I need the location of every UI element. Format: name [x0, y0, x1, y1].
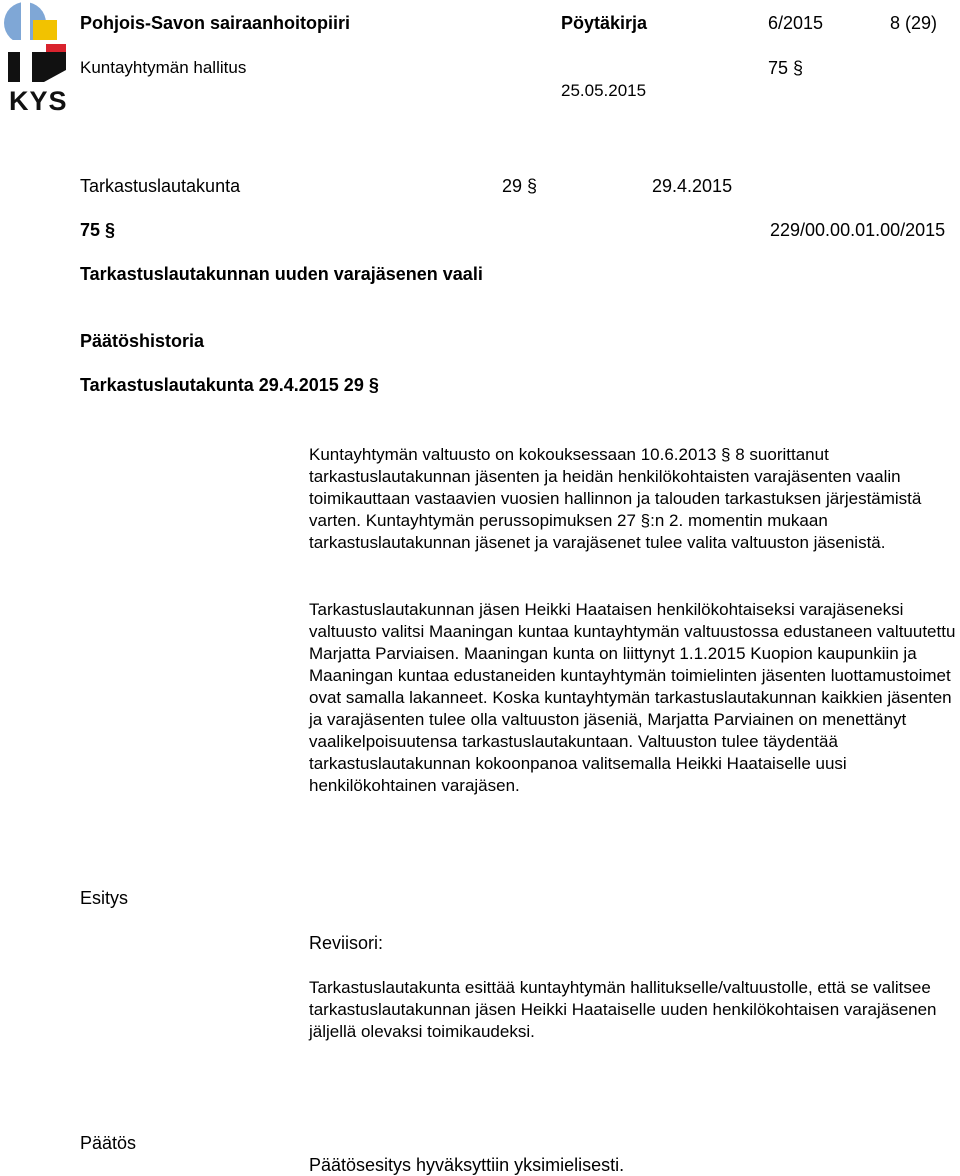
document-number: 6/2015 — [768, 13, 824, 33]
logo-text: KYS — [9, 86, 68, 116]
ref-body: Tarkastuslautakunta — [80, 176, 241, 196]
governing-body: Kuntayhtymän hallitus — [80, 58, 247, 77]
header-section: 75 § — [768, 58, 804, 78]
history-sub: Tarkastuslautakunta 29.4.2015 29 § — [80, 375, 379, 395]
page-number: 8 (29) — [890, 13, 938, 33]
meeting-date: 25.05.2015 — [561, 81, 647, 100]
paragraph-text: Tarkastuslautakunnan jäsen Heikki Haataisen henkilökohtaiseksi varajäseneksi valtuusto valitsi Maaningan kuntaa kuntayhtymän valtuustossa edustaneen valtuutettu Marjatta Parviaisen. Maaningan kunta on liittynyt 1.1.2015 Kuopion kaupunkiin ja Maaningan kuntaa edustaneiden kuntayhtymän toimielinten jäsenten luottamustoimet ovat samalla lakanneet. Koska kuntayhtymän tarkastuslautakunnan kaikkien jäsenten ja varajäsenten tulee olla valtuuston jäseniä, Marjatta Parviainen on menettänyt vaalikelpoisuutensa tarkastuslautakuntaan. Valtuuston tulee täydentää tarkastuslautakunnan kokoonpanoa valitsemalla Heikki Haataiselle uusi henkilökohtainen varajäsen. — [309, 600, 956, 795]
item-title: Tarkastuslautakunnan uuden varajäsenen vaali — [80, 264, 483, 284]
decision-label: Päätös — [80, 1133, 137, 1153]
proposal-text — [309, 977, 957, 1043]
proposal-paragraph: Tarkastuslautakunta esittää kuntayhtymän hallitukselle/valtuustolle, että se valitsee tarkastuslautakunnan jäsen Heikki Haataiselle uuden henkilökohtaisen varajäsenen jäljellä olevaksi toimikaudeksi. — [309, 978, 937, 1041]
reviser-label: Reviisori: — [309, 933, 384, 953]
body-paragraph-1 — [309, 444, 957, 554]
kys-logo — [0, 0, 72, 118]
item-section: 75 § — [80, 220, 116, 240]
kys-logo-mark — [0, 0, 72, 86]
ref-section: 29 § — [502, 176, 538, 196]
organization-name: Pohjois-Savon sairaanhoitopiiri — [80, 13, 351, 33]
proposal-label: Esitys — [80, 888, 129, 908]
ref-date: 29.4.2015 — [652, 176, 733, 196]
document-type: Pöytäkirja — [561, 13, 648, 33]
record-number: 229/00.00.01.00/2015 — [770, 220, 946, 240]
decision-text: Päätösesitys hyväksyttiin yksimielisesti. — [309, 1155, 625, 1175]
history-heading: Päätöshistoria — [80, 331, 205, 351]
body-paragraph-2 — [309, 599, 957, 797]
paragraph-text: Kuntayhtymän valtuusto on kokouksessaan 10.6.2013 § 8 suorittanut tarkastuslautakunnan jäsenten ja heidän henkilökohtaisten varajäsenten vaalin toimikauttaan vastaavien vuosien hallinnon ja talouden tarkastuksen järjestämistä varten. Kuntayhtymän perussopimuksen 27 §:n 2. momentin mukaan tarkastuslautakunnan jäsenet ja varajäsenet tulee valita valtuuston jäsenistä. — [309, 445, 922, 552]
